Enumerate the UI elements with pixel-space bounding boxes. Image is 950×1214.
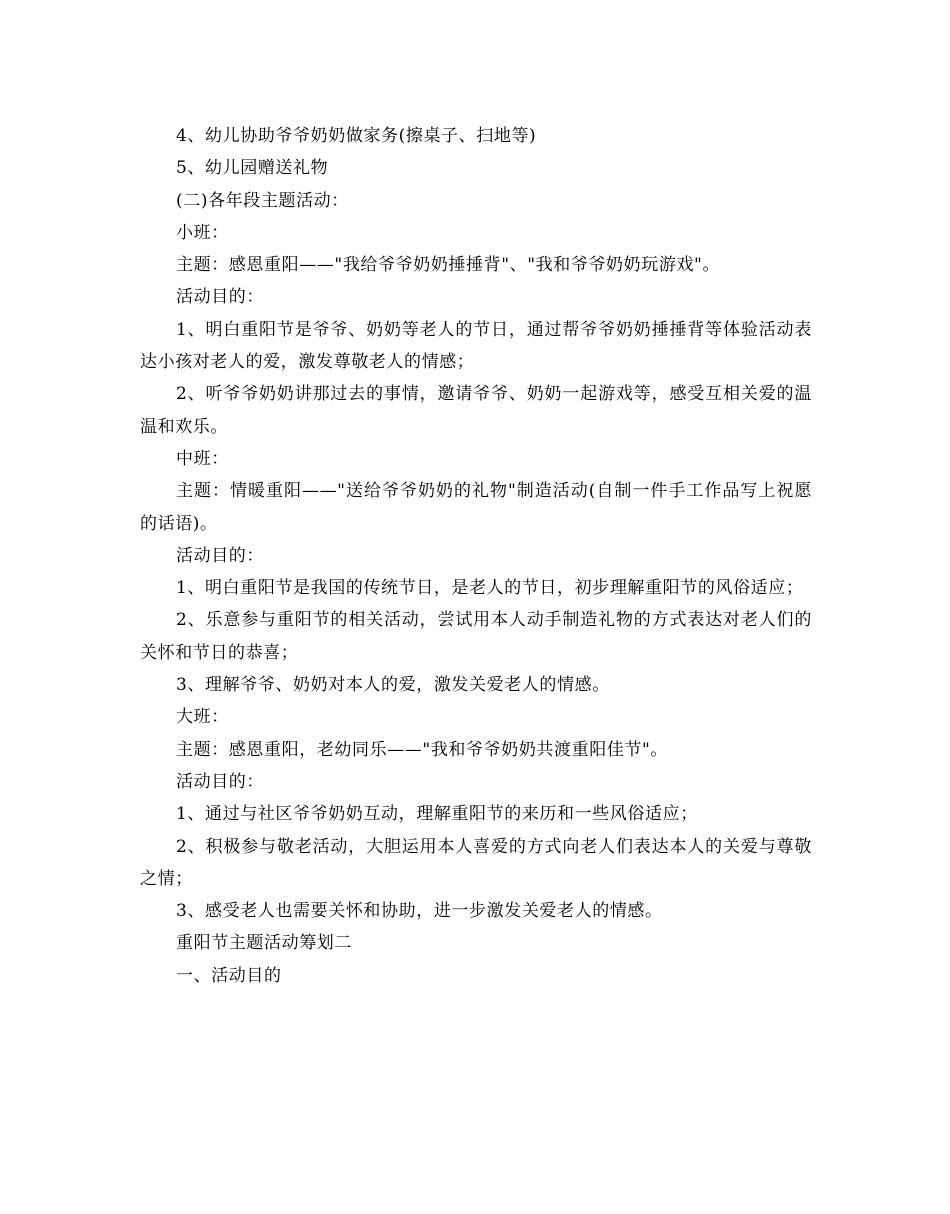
- heading-middle-class: 中班：: [176, 448, 229, 469]
- middle-class-goal-1: 1、明白重阳节是我国的传统节日，是老人的节日，初步理解重阳节的风俗适应；: [176, 578, 804, 599]
- small-class-theme: 主题：感恩重阳——"我给爷爷奶奶捶捶背"、"我和爷爷奶奶玩游戏"。: [176, 255, 721, 276]
- large-class-goal-2: 2、积极参与敬老活动，大胆运用本人喜爱的方式向老人们表达本人的关爱与尊敬之情；: [140, 836, 812, 889]
- large-class-goals-label: 活动目的：: [176, 771, 264, 792]
- large-class-goal-1: 1、通过与社区爷爷奶奶互动，理解重阳节的来历和一些风俗适应；: [176, 804, 698, 825]
- heading-large-class: 大班：: [176, 707, 229, 728]
- large-class-theme: 主题：感恩重阳，老幼同乐——"我和爷爷奶奶共渡重阳佳节"。: [176, 739, 669, 760]
- middle-class-goal-2: 2、乐意参与重阳节的相关活动，尝试用本人动手制造礼物的方式表达对老人们的关怀和节日的恭喜；: [140, 610, 812, 663]
- section-heading-grade-activities: (二)各年段主题活动：: [176, 190, 349, 211]
- middle-class-theme: 主题：情暖重阳——"送给爷爷奶奶的礼物"制造活动(自制一件手工作品写上祝愿的话语)。: [140, 481, 812, 534]
- small-class-goals-label: 活动目的：: [176, 287, 264, 308]
- small-class-goal-2: 2、听爷爷奶奶讲那过去的事情，邀请爷爷、奶奶一起游戏等，感受互相关爱的温温和欢乐。: [140, 384, 812, 437]
- plan-two-title: 重阳节主题活动筹划二: [176, 933, 352, 954]
- plan-two-section-heading: 一、活动目的: [176, 965, 282, 986]
- middle-class-goal-3: 3、理解爷爷、奶奶对本人的爱，激发关爱老人的情感。: [176, 675, 610, 696]
- middle-class-goals-label: 活动目的：: [176, 545, 264, 566]
- paragraph-task-gift: 5、幼儿园赠送礼物: [176, 158, 329, 179]
- heading-small-class: 小班：: [176, 222, 229, 243]
- paragraph-task-housework: 4、幼儿协助爷爷奶奶做家务(擦桌子、扫地等): [176, 126, 537, 146]
- small-class-goal-1: 1、明白重阳节是爷爷、奶奶等老人的节日，通过帮爷爷奶奶捶捶背等体验活动表达小孩对老人的爱，激发尊敬老人的情感；: [140, 319, 812, 373]
- document-body: [140, 120, 812, 992]
- large-class-goal-3: 3、感受老人也需要关怀和协助，进一步激发关爱老人的情感。: [176, 901, 663, 922]
